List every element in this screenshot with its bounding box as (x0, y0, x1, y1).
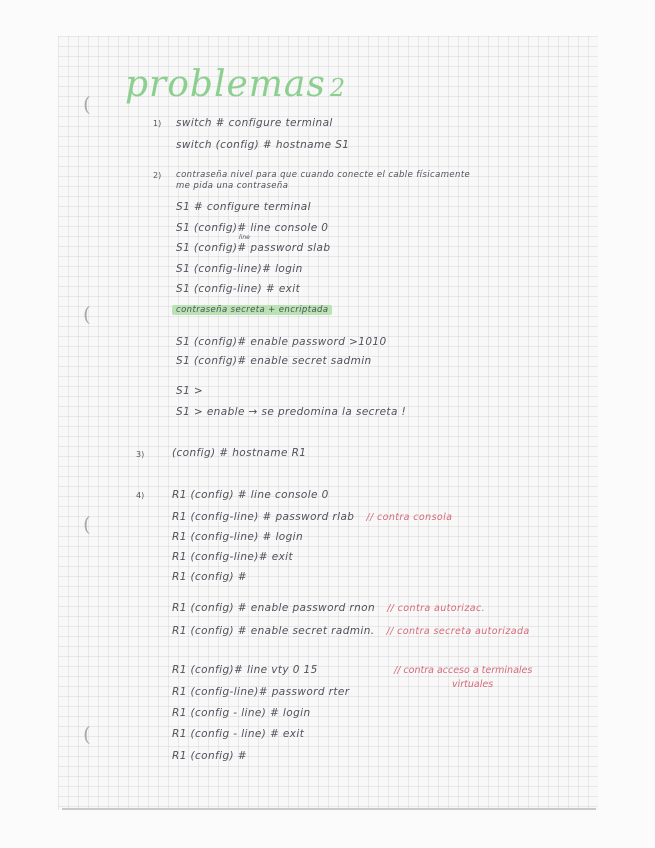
command-line: switch (config) # hostname S1 (176, 139, 350, 151)
command-line: R1 (config)# line vty 0 15 (172, 664, 318, 676)
command-line: S1 (config)# enable secret sadmin (176, 355, 372, 367)
annotation-note: // contra secreta autorizada (386, 626, 530, 637)
problem-number: 2) (153, 171, 162, 180)
problem-number: 3) (136, 450, 145, 459)
command-line: S1 (config)# line console 0 (176, 222, 329, 234)
command-text: R1 (config) # enable secret radmin. (172, 625, 375, 637)
binder-hole-mark: ( (83, 302, 91, 326)
command-line: R1 (config-line)# exit (172, 551, 294, 563)
command-line: S1 (config-line) # exit (176, 283, 301, 295)
command-line: S1 (config-line)# login (176, 263, 303, 275)
page-bottom-edge (62, 808, 596, 810)
title-text: problemas (125, 64, 326, 105)
command-line (172, 625, 530, 637)
command-line: switch # configure terminal (176, 117, 333, 129)
command-line (172, 511, 452, 523)
title-number: 2 (329, 74, 347, 102)
binder-hole-mark: ( (83, 722, 91, 746)
problem-number: 1) (153, 119, 162, 128)
binder-hole-mark: ( (83, 92, 91, 116)
command-line: S1 (config)# password slab (176, 242, 331, 254)
command-line: R1 (config) # line console 0 (172, 489, 329, 501)
highlighted-note (172, 305, 332, 315)
command-line: S1 > enable → se predomina la secreta ! (176, 406, 407, 418)
annotation-note: // contra autorizac. (387, 603, 485, 614)
superscript-annotation: line (239, 234, 250, 241)
command-line: R1 (config-line)# password rter (172, 686, 350, 698)
command-text: R1 (config) # enable password rnon (172, 602, 376, 614)
command-line: R1 (config - line) # exit (172, 728, 305, 740)
annotation-note: // contra consola (366, 512, 453, 523)
command-line (172, 602, 485, 614)
problem-number: 4) (136, 491, 145, 500)
problem-description: me pida una contraseña (176, 181, 289, 191)
annotation-note: // contra acceso a terminales (394, 665, 533, 676)
command-line: (config) # hostname R1 (172, 447, 307, 459)
command-line: R1 (config - line) # login (172, 707, 311, 719)
command-line: S1 # configure terminal (176, 201, 311, 213)
annotation-note: virtuales (452, 679, 494, 690)
command-line: S1 > (176, 385, 204, 397)
command-text: R1 (config-line) # password rlab (172, 511, 355, 523)
page-title (125, 64, 346, 105)
command-line: R1 (config) # (172, 750, 247, 762)
command-line: S1 (config)# enable password >1010 (176, 336, 387, 348)
highlight-text: contraseña secreta + encriptada (172, 305, 332, 315)
binder-hole-mark: ( (83, 512, 91, 536)
command-line: R1 (config-line) # login (172, 531, 304, 543)
command-line: R1 (config) # (172, 571, 247, 583)
problem-description: contraseña nivel para que cuando conecte el cable físicamente (176, 170, 471, 180)
